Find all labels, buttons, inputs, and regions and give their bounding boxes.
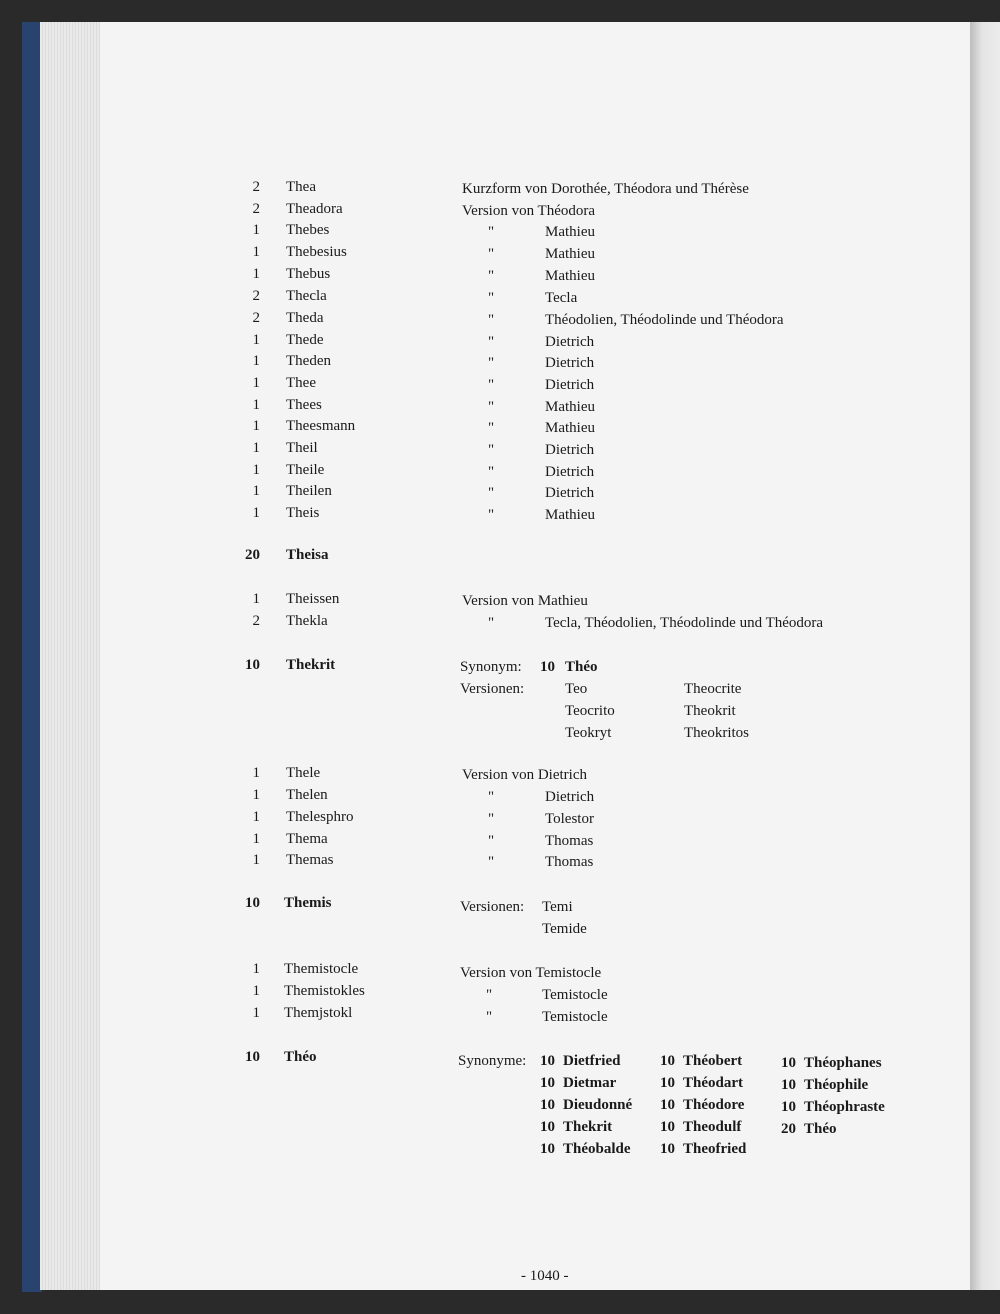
entry-name: Thebes	[286, 222, 330, 238]
entry-name: Themas	[286, 852, 334, 868]
ditto-mark: "	[488, 399, 495, 415]
synonym-count: 10	[540, 1119, 555, 1135]
version-name: Teokryt	[565, 725, 612, 741]
entry-name: Theil	[286, 440, 318, 456]
entry-name: Thema	[286, 831, 328, 847]
synonym-count: 10	[540, 1053, 555, 1069]
entry-reference: Mathieu	[545, 224, 595, 240]
entry-count: 1	[252, 353, 260, 369]
entry-count: 2	[252, 288, 260, 304]
entry-reference: Temistocle	[542, 1009, 608, 1025]
synonym-name: Théophile	[804, 1077, 869, 1093]
entry-name: Thea	[286, 179, 316, 195]
entry-reference: Dietrich	[545, 334, 595, 350]
entry-reference: Dietrich	[545, 442, 595, 458]
version-name: Theokritos	[684, 725, 749, 741]
ditto-mark: "	[488, 312, 495, 328]
entry-name: Theisa	[286, 547, 329, 563]
entry-reference: Kurzform von Dorothée, Théodora und Thérèse	[462, 181, 749, 197]
entry-count: 1	[252, 397, 260, 413]
entry-reference: Théodolien, Théodolinde und Théodora	[545, 312, 784, 328]
synonym-name: Théobert	[683, 1053, 743, 1069]
entry-reference: Mathieu	[545, 420, 595, 436]
entry-count: 1	[252, 1005, 260, 1021]
entry-count: 1	[252, 831, 260, 847]
entry-reference: Mathieu	[545, 246, 595, 262]
synonym-name: Théophanes	[804, 1055, 882, 1071]
entry-name: Theile	[286, 462, 325, 478]
synonym-count: 10	[660, 1097, 675, 1113]
version-name: Theocrite	[684, 681, 742, 697]
entry-count: 1	[252, 505, 260, 521]
entry-name: Themjstokl	[284, 1005, 353, 1021]
entry-count: 1	[252, 244, 260, 260]
synonym-name: Dietmar	[563, 1075, 617, 1091]
synonym-name: Dietfried	[563, 1053, 621, 1069]
entry-reference: Tecla, Théodolien, Théodolinde und Théodora	[545, 615, 824, 631]
synonym-count: 10	[781, 1055, 796, 1071]
page-number: - 1040 -	[521, 1268, 569, 1284]
entry-name: Theda	[286, 310, 324, 326]
entry-name: Thekrit	[286, 657, 336, 673]
synonym-name: Theodulf	[683, 1119, 742, 1135]
synonym-count: 10	[540, 659, 555, 675]
synonym-count: 10	[540, 1097, 555, 1113]
synonym-count: 10	[540, 1075, 555, 1091]
entry-name: Thelen	[286, 787, 328, 803]
versions-label: Versionen:	[460, 899, 525, 915]
entry-name: Theesmann	[286, 418, 356, 434]
entry-count: 1	[252, 222, 260, 238]
entry-name: Theadora	[286, 201, 343, 217]
entry-count: 1	[252, 266, 260, 282]
entry-name: Thekla	[286, 613, 328, 629]
entry-reference: Version von Temistocle	[460, 965, 602, 981]
synonym-name: Théodore	[683, 1097, 745, 1113]
synonym-count: 10	[781, 1099, 796, 1115]
ditto-mark: "	[488, 833, 495, 849]
synonym-count: 10	[660, 1075, 675, 1091]
entry-count: 1	[252, 462, 260, 478]
entry-name: Theis	[286, 505, 320, 521]
entry-count: 1	[252, 961, 260, 977]
ditto-mark: "	[488, 789, 495, 805]
entry-reference: Mathieu	[545, 399, 595, 415]
entry-count: 1	[252, 483, 260, 499]
entry-reference: Dietrich	[545, 485, 595, 501]
ditto-mark: "	[488, 442, 495, 458]
synonym-name: Théo	[804, 1121, 837, 1137]
ditto-mark: "	[488, 811, 495, 827]
entry-reference: Dietrich	[545, 377, 595, 393]
ditto-mark: "	[488, 224, 495, 240]
entry-name: Themistocle	[284, 961, 359, 977]
entry-reference: Dietrich	[545, 355, 595, 371]
entry-count: 1	[252, 440, 260, 456]
entry-reference: Dietrich	[545, 464, 595, 480]
entry-name: Thecla	[286, 288, 327, 304]
entry-name: Thees	[286, 397, 322, 413]
entry-reference: Version von Théodora	[462, 203, 596, 219]
ditto-mark: "	[486, 1009, 493, 1025]
entry-reference: Thomas	[545, 833, 594, 849]
entry-count: 10	[245, 657, 260, 673]
entry-name: Thee	[286, 375, 316, 391]
synonym-count: 10	[540, 1141, 555, 1157]
entry-reference: Tolestor	[545, 811, 594, 827]
ditto-mark: "	[488, 334, 495, 350]
entry-count: 1	[252, 852, 260, 868]
ditto-mark: "	[488, 355, 495, 371]
synonym-name: Dieudonné	[563, 1097, 633, 1113]
synonym-count: 20	[781, 1121, 796, 1137]
entry-count: 1	[252, 983, 260, 999]
entry-name: Thele	[286, 765, 321, 781]
ditto-mark: "	[488, 268, 495, 284]
synonym-name: Théophraste	[804, 1099, 885, 1115]
version-name: Teo	[565, 681, 588, 697]
entry-count: 1	[252, 787, 260, 803]
opposite-page-edge	[970, 22, 1000, 1290]
entry-reference: Dietrich	[545, 789, 595, 805]
entry-reference: Temistocle	[542, 987, 608, 1003]
ditto-mark: "	[488, 507, 495, 523]
ditto-mark: "	[488, 485, 495, 501]
entry-count: 1	[252, 375, 260, 391]
synonyms-label: Synonyme:	[458, 1053, 527, 1069]
entry-count: 2	[252, 613, 260, 629]
entry-reference: Version von Dietrich	[462, 767, 587, 783]
entry-name: Thebus	[286, 266, 331, 282]
entry-count: 1	[252, 332, 260, 348]
entry-name: Theden	[286, 353, 331, 369]
ditto-mark: "	[488, 290, 495, 306]
entry-reference: Mathieu	[545, 268, 595, 284]
synonym-count: 10	[660, 1119, 675, 1135]
synonym-name: Théo	[565, 659, 598, 675]
entry-count: 2	[252, 201, 260, 217]
version-name: Theokrit	[684, 703, 736, 719]
entry-name: Thelesphro	[286, 809, 354, 825]
synonym-name: Thekrit	[563, 1119, 613, 1135]
entry-count: 1	[252, 418, 260, 434]
synonym-name: Theofried	[683, 1141, 747, 1157]
ditto-mark: "	[488, 854, 495, 870]
ditto-mark: "	[488, 246, 495, 262]
version-name: Temi	[542, 899, 573, 915]
versions-label: Versionen:	[460, 681, 525, 697]
entry-name: Theissen	[286, 591, 340, 607]
ditto-mark: "	[488, 377, 495, 393]
entry-name: Thede	[286, 332, 324, 348]
synonym-name: Théodart	[683, 1075, 743, 1091]
entry-name: Thebesius	[286, 244, 347, 260]
synonym-label: Synonym:	[460, 659, 522, 675]
entry-count: 1	[252, 591, 260, 607]
synonym-count: 10	[660, 1053, 675, 1069]
entry-reference: Tecla	[545, 290, 578, 306]
version-name: Teocrito	[565, 703, 615, 719]
page-block-edge	[40, 22, 100, 1290]
entry-name: Themistokles	[284, 983, 365, 999]
synonym-name: Théobalde	[563, 1141, 631, 1157]
entry-name: Théo	[284, 1049, 317, 1065]
version-name: Temide	[542, 921, 587, 937]
entry-count: 10	[245, 1049, 260, 1065]
ditto-mark: "	[488, 615, 495, 631]
synonym-count: 10	[781, 1077, 796, 1093]
entry-count: 2	[252, 179, 260, 195]
ditto-mark: "	[488, 464, 495, 480]
entry-count: 1	[252, 765, 260, 781]
entry-count: 20	[245, 547, 260, 563]
entry-reference: Thomas	[545, 854, 594, 870]
book-cover-edge	[22, 22, 42, 1292]
synonym-count: 10	[660, 1141, 675, 1157]
entry-count: 2	[252, 310, 260, 326]
entry-count: 1	[252, 809, 260, 825]
ditto-mark: "	[486, 987, 493, 1003]
entry-name: Theilen	[286, 483, 332, 499]
ditto-mark: "	[488, 420, 495, 436]
entry-count: 10	[245, 895, 260, 911]
entry-name: Themis	[284, 895, 332, 911]
entry-reference: Version von Mathieu	[462, 593, 588, 609]
entry-reference: Mathieu	[545, 507, 595, 523]
